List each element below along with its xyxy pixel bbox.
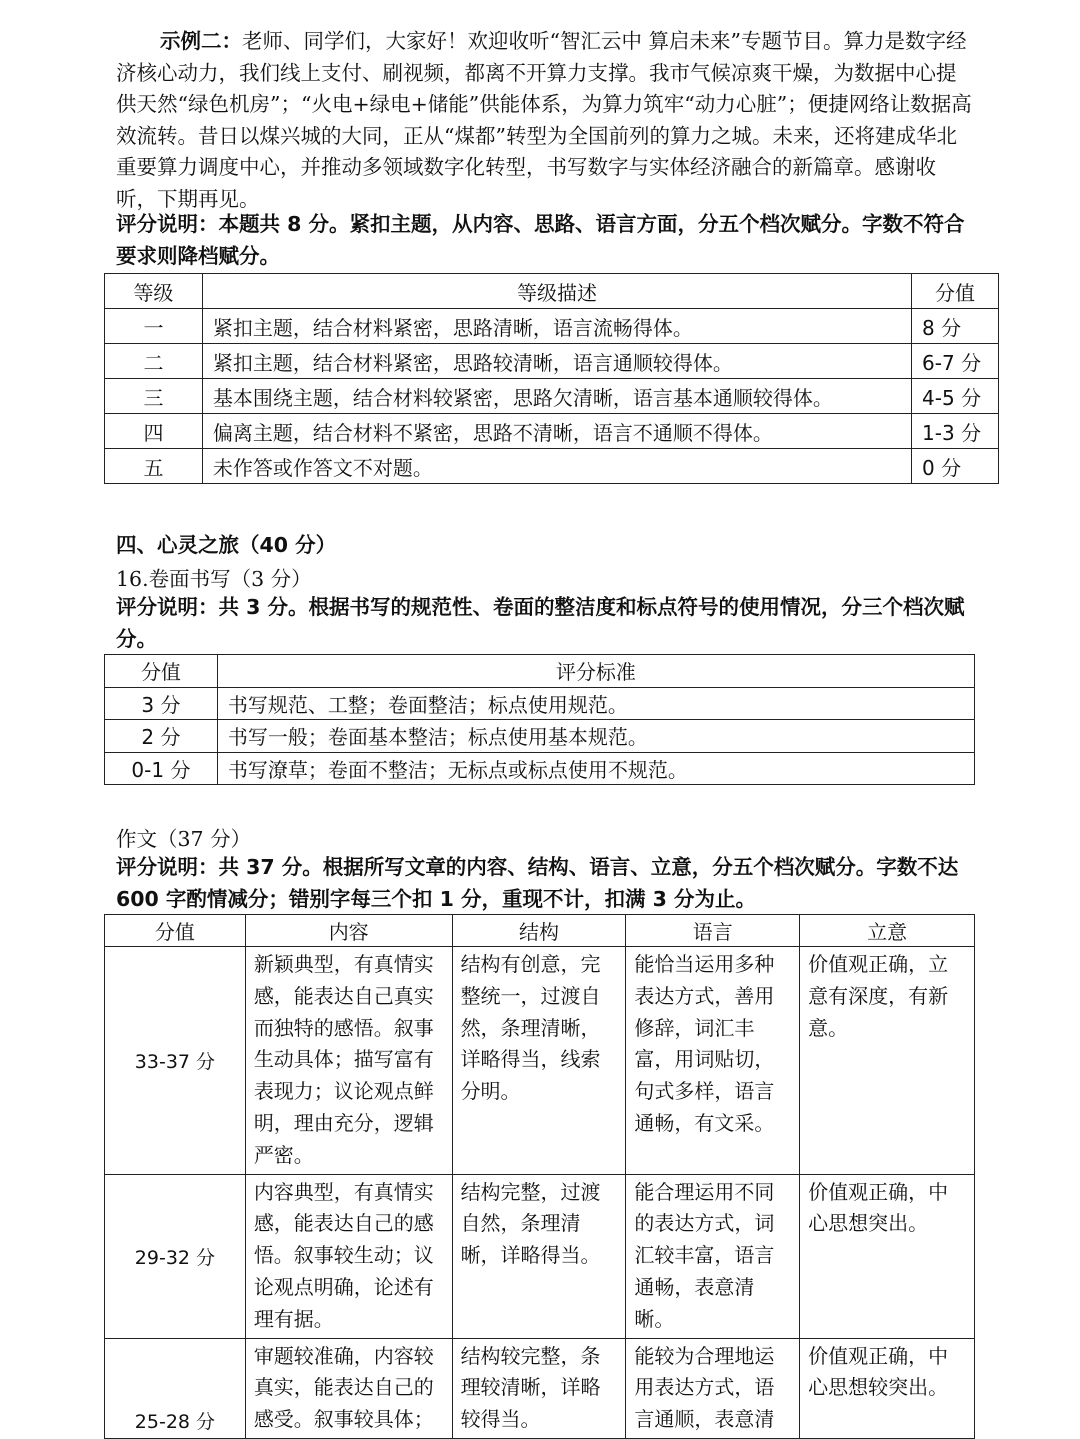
score-cell: 4-5 分 [912, 379, 999, 414]
desc-cell: 基本围绕主题，结合材料较紧密，思路欠清晰，语言基本通顺较得体。 [202, 379, 911, 414]
table-header-row [105, 274, 999, 309]
table-row [105, 947, 975, 1175]
table-row [105, 344, 999, 379]
section-title: 四、心灵之旅（40 分） [116, 533, 337, 557]
structure-cell: 结构有创意，完整统一，过渡自然，条理清晰，详略得当，线索分明。 [452, 947, 626, 1175]
header-score: 分值 [105, 915, 246, 947]
content-cell: 新颖典型，有真情实感，能表达自己真实而独特的感悟。叙事生动具体；描写富有表现力；议论观点鲜明，理由充分，逻辑严密。 [245, 947, 452, 1175]
scoring-note-3: 评分说明：共 37 分。根据所写文章的内容、结构、语言、立意，分五个档次赋分。字数不达 600 字酌情减分；错别字每三个扣 1 分，重现不计，扣满 3 分为止。 [116, 855, 959, 911]
header-content: 内容 [245, 915, 452, 947]
table-row [105, 720, 975, 753]
example-paragraph [116, 26, 976, 215]
header-level: 等级 [105, 274, 203, 309]
score-cell: 25-28 分 [105, 1338, 246, 1438]
score-cell: 6-7 分 [912, 344, 999, 379]
content-cell: 内容典型，有真情实感，能表达自己的感悟。叙事较生动；议论观点明确，论述有理有据。 [245, 1174, 452, 1338]
score-cell: 2 分 [105, 720, 218, 753]
scoring-note-2: 评分说明：共 3 分。根据书写的规范性、卷面的整洁度和标点符号的使用情况，分三个档次赋分。 [116, 595, 965, 651]
table-row [105, 414, 999, 449]
structure-cell: 结构完整，过渡自然，条理清晰，详略得当。 [452, 1174, 626, 1338]
table-header-row [105, 655, 975, 688]
score-cell: 33-37 分 [105, 947, 246, 1175]
language-cell: 能较为合理地运用表达方式，语言通顺，表意清 [626, 1338, 800, 1438]
level-cell: 三 [105, 379, 203, 414]
table-row [105, 687, 975, 720]
score-cell: 0-1 分 [105, 752, 218, 785]
desc-cell: 紧扣主题，结合材料紧密，思路清晰，语言流畅得体。 [202, 309, 911, 344]
structure-cell: 结构较完整，条理较清晰，详略较得当。 [452, 1338, 626, 1438]
idea-cell: 价值观正确，立意有深度，有新意。 [800, 947, 975, 1175]
level-cell: 一 [105, 309, 203, 344]
header-desc: 等级描述 [202, 274, 911, 309]
desc-cell: 书写一般；卷面基本整洁；标点使用基本规范。 [217, 720, 974, 753]
desc-cell: 未作答或作答文不对题。 [202, 449, 911, 484]
table-row [105, 1338, 975, 1438]
scoring-note-1: 评分说明：本题共 8 分。紧扣主题，从内容、思路、语言方面，分五个档次赋分。字数不符合要求则降档赋分。 [116, 212, 965, 268]
score-cell: 1-3 分 [912, 414, 999, 449]
idea-cell: 价值观正确，中心思想较突出。 [800, 1338, 975, 1438]
header-criteria: 评分标准 [217, 655, 974, 688]
essay-title: 作文（37 分） [116, 827, 252, 851]
table-header-row [105, 915, 975, 947]
table-row [105, 1174, 975, 1338]
essay-table [104, 914, 975, 1439]
header-structure: 结构 [452, 915, 626, 947]
language-cell: 能恰当运用多种表达方式，善用修辞，词汇丰富，用词贴切，句式多样，语言通畅，有文采。 [626, 947, 800, 1175]
header-idea: 立意 [800, 915, 975, 947]
score-cell: 3 分 [105, 687, 218, 720]
level-cell: 五 [105, 449, 203, 484]
question-16-title: 16.卷面书写（3 分） [116, 567, 312, 591]
score-cell: 0 分 [912, 449, 999, 484]
desc-cell: 书写潦草；卷面不整洁；无标点或标点使用不规范。 [217, 752, 974, 785]
idea-cell: 价值观正确，中心思想突出。 [800, 1174, 975, 1338]
header-language: 语言 [626, 915, 800, 947]
table-row [105, 449, 999, 484]
table-row [105, 309, 999, 344]
table-row [105, 752, 975, 785]
level-cell: 二 [105, 344, 203, 379]
example-lead: 示例二： [160, 29, 242, 53]
score-cell: 8 分 [912, 309, 999, 344]
header-score: 分值 [105, 655, 218, 688]
level-cell: 四 [105, 414, 203, 449]
desc-cell: 紧扣主题，结合材料紧密，思路较清晰，语言通顺较得体。 [202, 344, 911, 379]
grade-table [104, 273, 999, 484]
desc-cell: 偏离主题，结合材料不紧密，思路不清晰，语言不通顺不得体。 [202, 414, 911, 449]
example-body: 老师、同学们，大家好！欢迎收听“智汇云中 算启未来”专题节目。算力是数字经济核心动力，我们线上支付、刷视频，都离不开算力支撑。我市气候凉爽干燥，为数据中心提供天然“绿色机房”；“火电+绿电+储能”供能体系，为算力筑牢“动力心脏”；便捷网络让数据高效流转。昔日以煤兴城的大同，正从“煤都”转型为全国前列的算力之城。未来，还将建成华北重要算力调度中心，并推动多领域数字化转型，书写数字与实体经济融合的新篇章。感谢收听，下期再见。 [116, 29, 972, 211]
header-score: 分值 [912, 274, 999, 309]
language-cell: 能合理运用不同的表达方式，词汇较丰富，语言通畅，表意清晰。 [626, 1174, 800, 1338]
content-cell: 审题较准确，内容较真实，能表达自己的感受。叙事较具体； [245, 1338, 452, 1438]
desc-cell: 书写规范、工整；卷面整洁；标点使用规范。 [217, 687, 974, 720]
table-row [105, 379, 999, 414]
handwriting-table [104, 654, 975, 785]
score-cell: 29-32 分 [105, 1174, 246, 1338]
